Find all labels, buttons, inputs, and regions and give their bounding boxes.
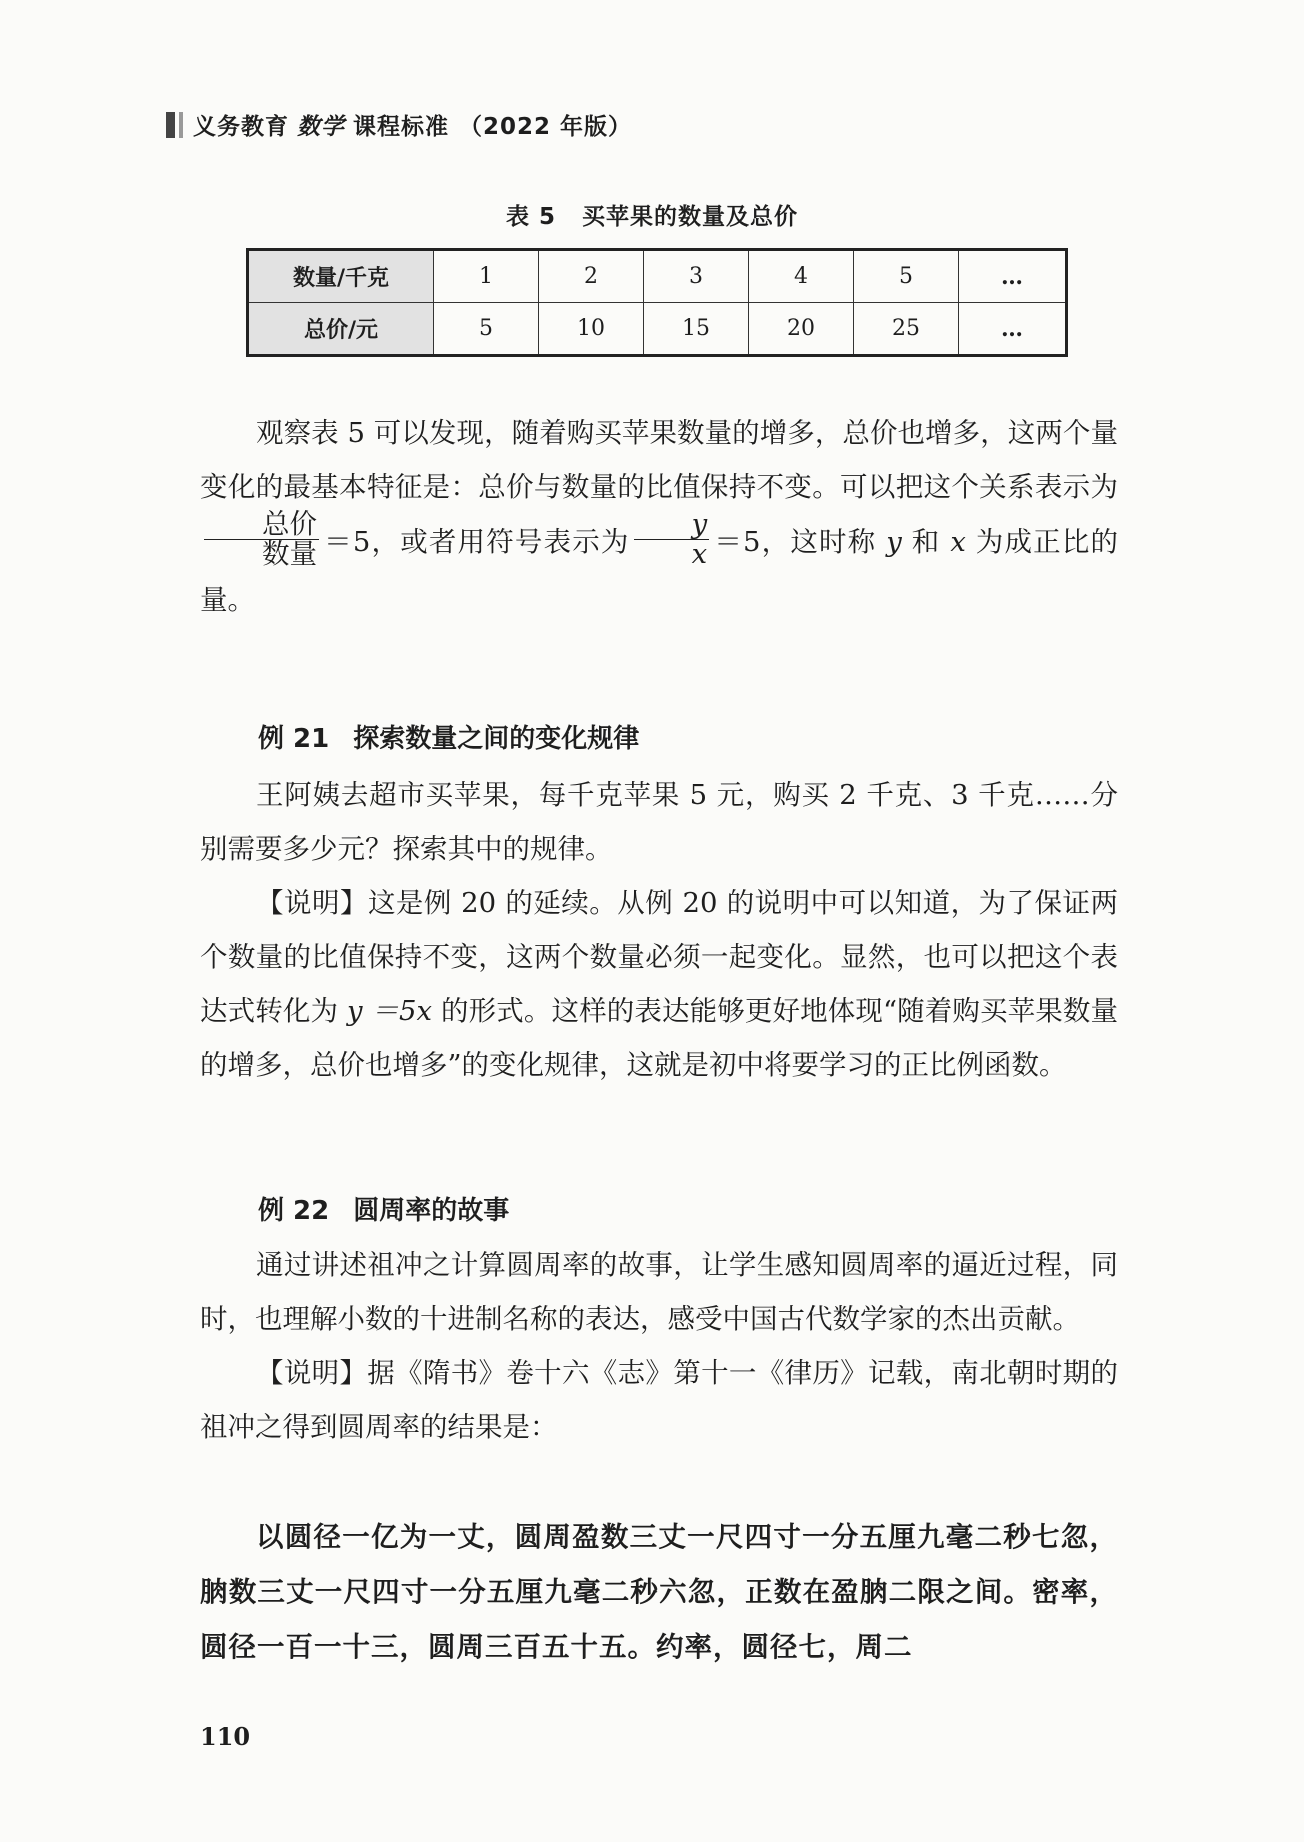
table-cell: 5: [854, 250, 959, 303]
row-header-quantity: 数量/千克: [248, 250, 434, 303]
header-title: 义务教育: [193, 114, 289, 140]
math-var-y: y: [886, 525, 902, 558]
example-21-problem: 王阿姨去超市买苹果，每千克苹果 5 元，购买 2 千克、3 千克……分别需要多少元？探索其中的规律。: [200, 779, 1118, 865]
table-cell: 10: [539, 303, 644, 356]
example-title: 圆周率的故事: [353, 1196, 510, 1226]
table-cell: 3: [644, 250, 749, 303]
example-number: 例 22: [258, 1196, 330, 1226]
header-subtitle: 课程标准: [353, 114, 449, 140]
math-var-x: x: [950, 525, 966, 558]
running-header: [166, 108, 632, 141]
apple-price-table: [246, 248, 1068, 357]
example-number: 例 21: [258, 724, 330, 754]
example-22-heading: [258, 1190, 509, 1227]
table-caption-number: 表 5: [505, 204, 556, 230]
example-21-heading: [258, 718, 639, 755]
page-number: 110: [200, 1722, 251, 1751]
example-title: 探索数量之间的变化规律: [353, 724, 640, 754]
row-header-total: 总价/元: [248, 303, 434, 356]
table-caption: [0, 198, 1304, 231]
example-21-note: 【说明】这是例 20 的延续。从例 20 的说明中可以知道，为了保证两个数量的比值保持不变，这两个数量必须一起变化。显然，也可以把这个表达式转化为 y ＝5x 的形式。这样的表达能够更好地体现“随着购买苹果数量的增多，总价也增多”的变化规律，这就是初中将要学习的正比例函数。: [200, 887, 1119, 1081]
table-cell-ellipsis: …: [959, 303, 1067, 356]
table-row-total: [248, 303, 1067, 356]
paragraph-observation: 观察表 5 可以发现，随着购买苹果数量的增多，总价也增多，这两个量变化的最基本特征是：总价与数量的比值保持不变。可以把这个关系表示为 $\frac{\text{总价}}{\text{数量}}$ ＝5，或者用符号表示为 $\frac{y}{x}$ ＝5，这时称 y 和 x 为成正比的量。: [200, 417, 1118, 616]
table-cell: 1: [434, 250, 539, 303]
historical-quote: 以圆径一亿为一丈，圆周盈数三丈一尺四寸一分五厘九毫二秒七忽，朒数三丈一尺四寸一分五厘九毫二秒六忽，正数在盈朒二限之间。密率，圆径一百一十三，圆周三百五十五。约率，圆径七，周二: [200, 1521, 1118, 1663]
table-cell: 5: [434, 303, 539, 356]
paragraph-text: 观察表 5 可以发现，随着购买苹果数量的增多，总价也增多，这两个量变化的最基本特征是：总价与数量的比值保持不变。可以把这个关系表示为: [200, 417, 1118, 503]
table-caption-title: 买苹果的数量及总价: [582, 204, 798, 230]
table-cell: 4: [749, 250, 854, 303]
header-bars-icon: [166, 112, 183, 138]
table-cell: 20: [749, 303, 854, 356]
example-22-problem: 通过讲述祖冲之计算圆周率的故事，让学生感知圆周率的逼近过程，同时，也理解小数的十进制名称的表达，感受中国古代数学家的杰出贡献。: [200, 1249, 1118, 1335]
example-22-note: 【说明】据《隋书》卷十六《志》第十一《律历》记载，南北朝时期的祖冲之得到圆周率的结果是：: [200, 1357, 1118, 1443]
formula-y-equals-5x: y ＝5x: [347, 995, 433, 1027]
example-21-body: [200, 768, 1118, 1092]
example-22-body: [200, 1238, 1118, 1454]
table-row-quantity: [248, 250, 1067, 303]
fraction-total-over-quantity: $\frac{\text{总价}}{\text{数量}}$: [204, 510, 319, 569]
table-cell-ellipsis: …: [959, 250, 1067, 303]
table-cell: 25: [854, 303, 959, 356]
fraction-y-over-x: $\frac{y}{x}$: [634, 510, 710, 569]
table-cell: 15: [644, 303, 749, 356]
header-subject: 数学: [297, 114, 345, 140]
table-cell: 2: [539, 250, 644, 303]
header-edition: （2022 年版）: [459, 114, 633, 140]
